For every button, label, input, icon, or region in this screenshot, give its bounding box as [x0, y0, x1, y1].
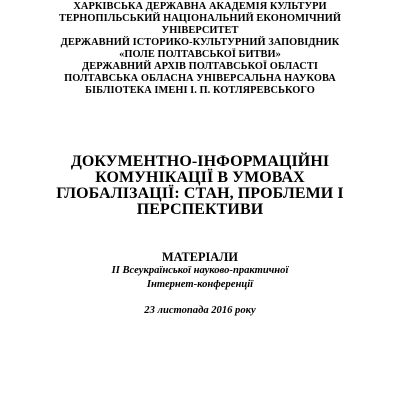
title-line: ДОКУМЕНТНО-ІНФОРМАЦІЙНІ: [70, 153, 330, 170]
conference-date: 23 листопада 2016 року: [144, 305, 256, 316]
title-line: ГЛОБАЛІЗАЦІЇ: СТАН, ПРОБЛЕМИ І: [56, 185, 344, 202]
conference-line: Інтернет-конференції: [146, 279, 254, 290]
organization-line: ТЕРНОПІЛЬСЬКИЙ НАЦІОНАЛЬНИЙ ЕКОНОМІЧНИЙ: [58, 13, 342, 24]
organization-line: БІБЛІОТЕКА ІМЕНІ І. П. КОТЛЯРЕВСЬКОГО: [85, 85, 315, 96]
materials-label: МАТЕРІАЛИ: [162, 250, 238, 264]
conference-line: ІІ Всеукраїнської науково-практичної: [111, 265, 289, 276]
organization-line: «ПОЛЕ ПОЛТАВСЬКОЇ БИТВИ»: [119, 49, 281, 60]
organization-line: ПОЛТАВСЬКА ОБЛАСНА УНІВЕРСАЛЬНА НАУКОВА: [64, 73, 336, 84]
organization-line: ДЕРЖАВНИЙ ІСТОРИКО-КУЛЬТУРНИЙ ЗАПОВІДНИК: [60, 37, 340, 48]
organization-line: ДЕРЖАВНИЙ АРХІВ ПОЛТАВСЬКОЇ ОБЛАСТІ: [82, 61, 318, 72]
organization-line: УНІВЕРСИТЕТ: [161, 25, 239, 36]
title-line: ПЕРСПЕКТИВИ: [136, 201, 264, 218]
title-line: КОМУНІКАЦІЇ В УМОВАХ: [95, 169, 305, 186]
organization-line: ХАРКІВСЬКА ДЕРЖАВНА АКАДЕМІЯ КУЛЬТУРИ: [73, 1, 327, 12]
